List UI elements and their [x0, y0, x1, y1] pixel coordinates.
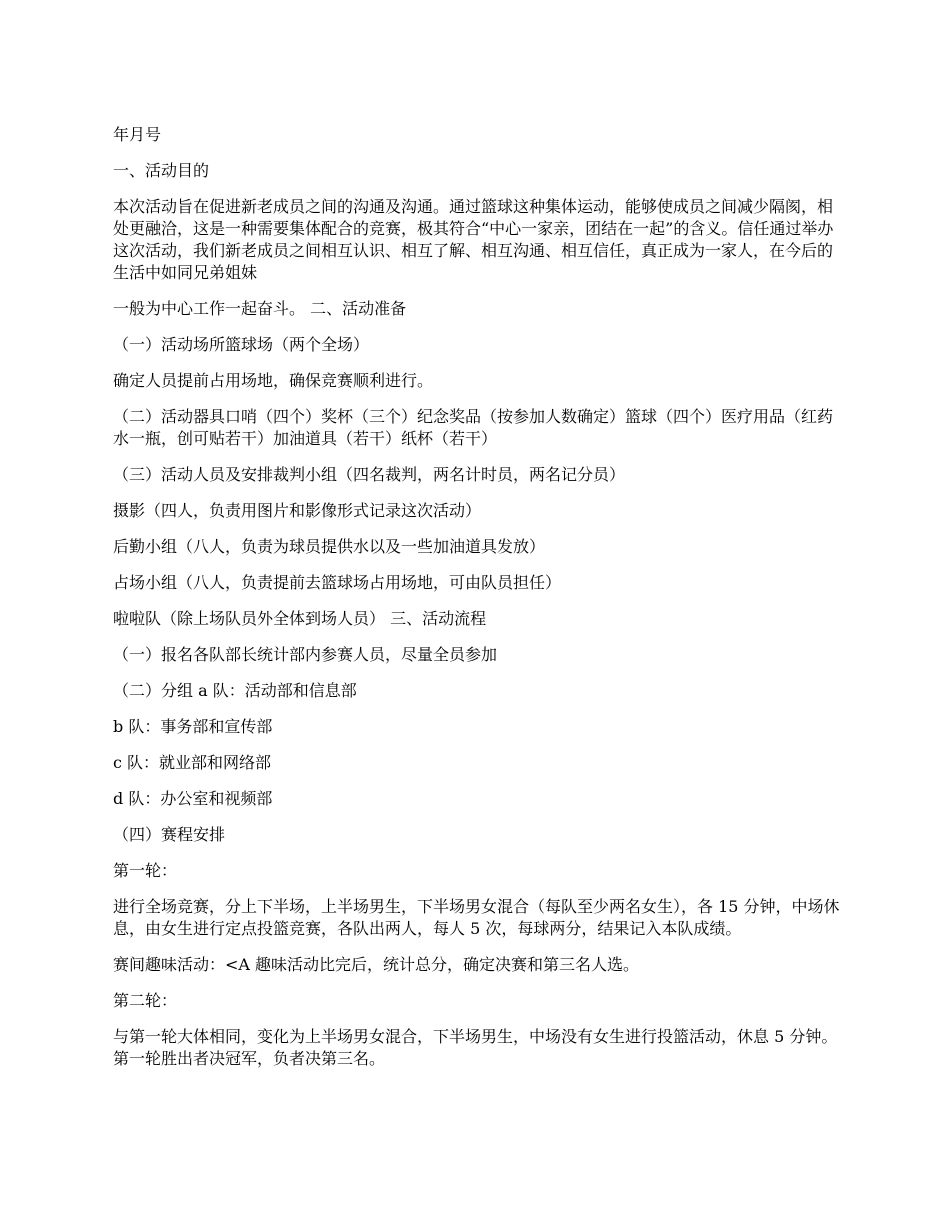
paragraph: 进行全场竞赛，分上下半场，上半场男生，下半场男女混合（每队至少两名女生），各 15 分钟，中场休息，由女生进行定点投篮竞赛，各队出两人，每人 5 次，每球两分，结果记入本队成绩。: [113, 897, 840, 938]
paragraph: （一）报名各队部长统计部内参赛人员，尽量全员参加: [113, 645, 498, 664]
paragraph: 后勤小组（八人，负责为球员提供水以及一些加油道具发放）: [113, 537, 546, 556]
paragraph: （四）赛程安排: [113, 825, 226, 844]
section-heading: 一、活动目的: [113, 161, 210, 180]
paragraph: b 队：事务部和宣传部: [113, 717, 273, 736]
paragraph: 确定人员提前占用场地，确保竞赛顺利进行。: [113, 371, 434, 390]
paragraph: 啦啦队（除上场队员外全体到场人员） 三、活动流程: [113, 609, 487, 628]
paragraph: 第二轮：: [113, 991, 178, 1010]
paragraph: 与第一轮大体相同，变化为上半场男女混合，下半场男生，中场没有女生进行投篮活动，休息 5 分钟。第一轮胜出者决冠军，负者决第三名。: [113, 1027, 838, 1068]
paragraph: （三）活动人员及安排裁判小组（四名裁判，两名计时员，两名记分员）: [113, 465, 626, 484]
paragraph: d 队：办公室和视频部: [113, 789, 273, 808]
paragraph: 本次活动旨在促进新老成员之间的沟通及沟通。通过篮球这种集体运动，能够使成员之间减少隔阂，相处更融洽，这是一种需要集体配合的竞赛，极其符合“中心一家亲，团结在一起”的含义。信任通过举办这次活动，我们新老成员之间相互认识、相互了解、相互沟通、相互信任，真正成为一家人，在今后的生活中如同兄弟姐妹: [113, 197, 834, 282]
paragraph: 赛间趣味活动：<A 趣味活动比完后，统计总分，确定决赛和第三名人选。: [113, 955, 640, 974]
paragraph: （二）分组 a 队：活动部和信息部: [113, 681, 357, 700]
document-body: [113, 124, 843, 1084]
paragraph: （一）活动场所篮球场（两个全场）: [113, 335, 370, 354]
paragraph: （二）活动器具口哨（四个）奖杯（三个）纪念奖品（按参加人数确定）篮球（四个）医疗用品（红药水一瓶，创可贴若干）加油道具（若干）纸杯（若干）: [113, 407, 834, 448]
paragraph: 一般为中心工作一起奋斗。 二、活动准备: [113, 299, 407, 318]
date-line: 年月号: [113, 125, 162, 144]
paragraph: 摄影（四人，负责用图片和影像形式记录这次活动）: [113, 501, 482, 520]
paragraph: 第一轮：: [113, 861, 178, 880]
paragraph: 占场小组（八人，负责提前去篮球场占用场地，可由队员担任）: [113, 573, 562, 592]
paragraph: c 队：就业部和网络部: [113, 753, 272, 772]
